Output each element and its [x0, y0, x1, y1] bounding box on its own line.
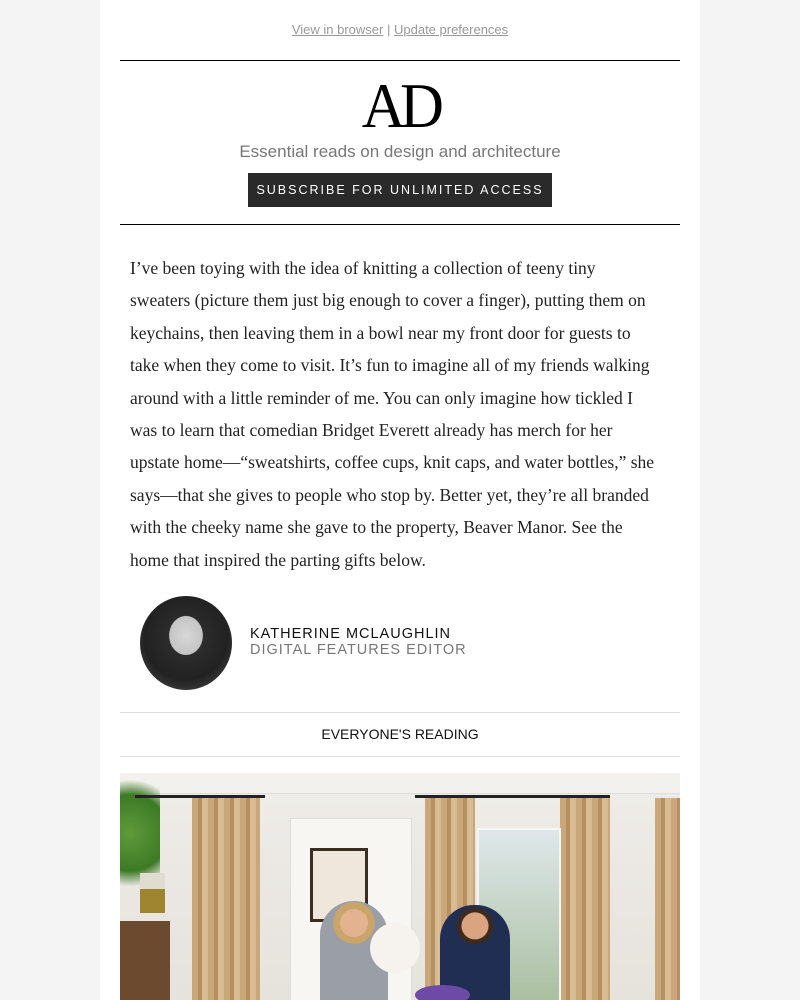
curtain	[655, 798, 680, 1000]
subscribe-button[interactable]: SUBSCRIBE FOR UNLIMITED ACCESS	[248, 173, 552, 207]
author-title: DIGITAL FEATURES EDITOR	[250, 642, 467, 658]
intro-text	[130, 252, 680, 576]
author-name: KATHERINE MCLAUGHLIN	[250, 626, 452, 642]
divider	[120, 224, 680, 225]
top-links	[100, 22, 700, 37]
flowers	[415, 985, 470, 1000]
article-image[interactable]	[120, 773, 680, 1000]
intro-line: around with a little reminder of me. You can only imagine how tickled I	[130, 387, 634, 408]
furniture	[120, 921, 170, 1000]
tagline: Essential reads on design and architecture	[239, 142, 561, 161]
email-container	[100, 0, 700, 1000]
curtain	[192, 798, 260, 1000]
update-preferences-link[interactable]: Update preferences	[393, 22, 509, 37]
intro-line: sweaters (picture them just big enough to cover a finger), putting them on	[130, 290, 646, 311]
intro-line: says—that she gives to people who stop by. Better yet, they’re all branded	[130, 484, 649, 505]
curtain	[560, 798, 610, 1000]
intro-line: take when they come to visit. It’s fun to imagine all of my friends walking	[130, 355, 650, 376]
author-avatar	[140, 596, 232, 690]
section-heading: EVERYONE'S READING	[120, 712, 680, 757]
divider	[120, 60, 680, 61]
intro-line: was to learn that comedian Bridget Everett already has merch for her	[130, 420, 613, 441]
intro-line: keychains, then leaving them in a bowl near my front door for guests to	[130, 322, 631, 343]
author-info	[250, 626, 467, 658]
intro-line: home that inspired the parting gifts below.	[130, 549, 426, 570]
link-separator: |	[386, 22, 391, 37]
intro-line: upstate home—“sweatshirts, coffee cups, knit caps, and water bottles,” she	[130, 452, 655, 473]
intro-line: with the cheeky name she gave to the property, Beaver Manor. See the	[130, 517, 623, 538]
dog	[370, 923, 420, 973]
ceiling-beams	[120, 773, 680, 794]
lamp	[140, 873, 165, 913]
intro-line: I’ve been toying with the idea of knitting a collection of teeny tiny	[130, 258, 596, 278]
view-in-browser-link[interactable]: View in browser	[291, 22, 384, 37]
ad-logo[interactable]: AD	[361, 70, 439, 141]
